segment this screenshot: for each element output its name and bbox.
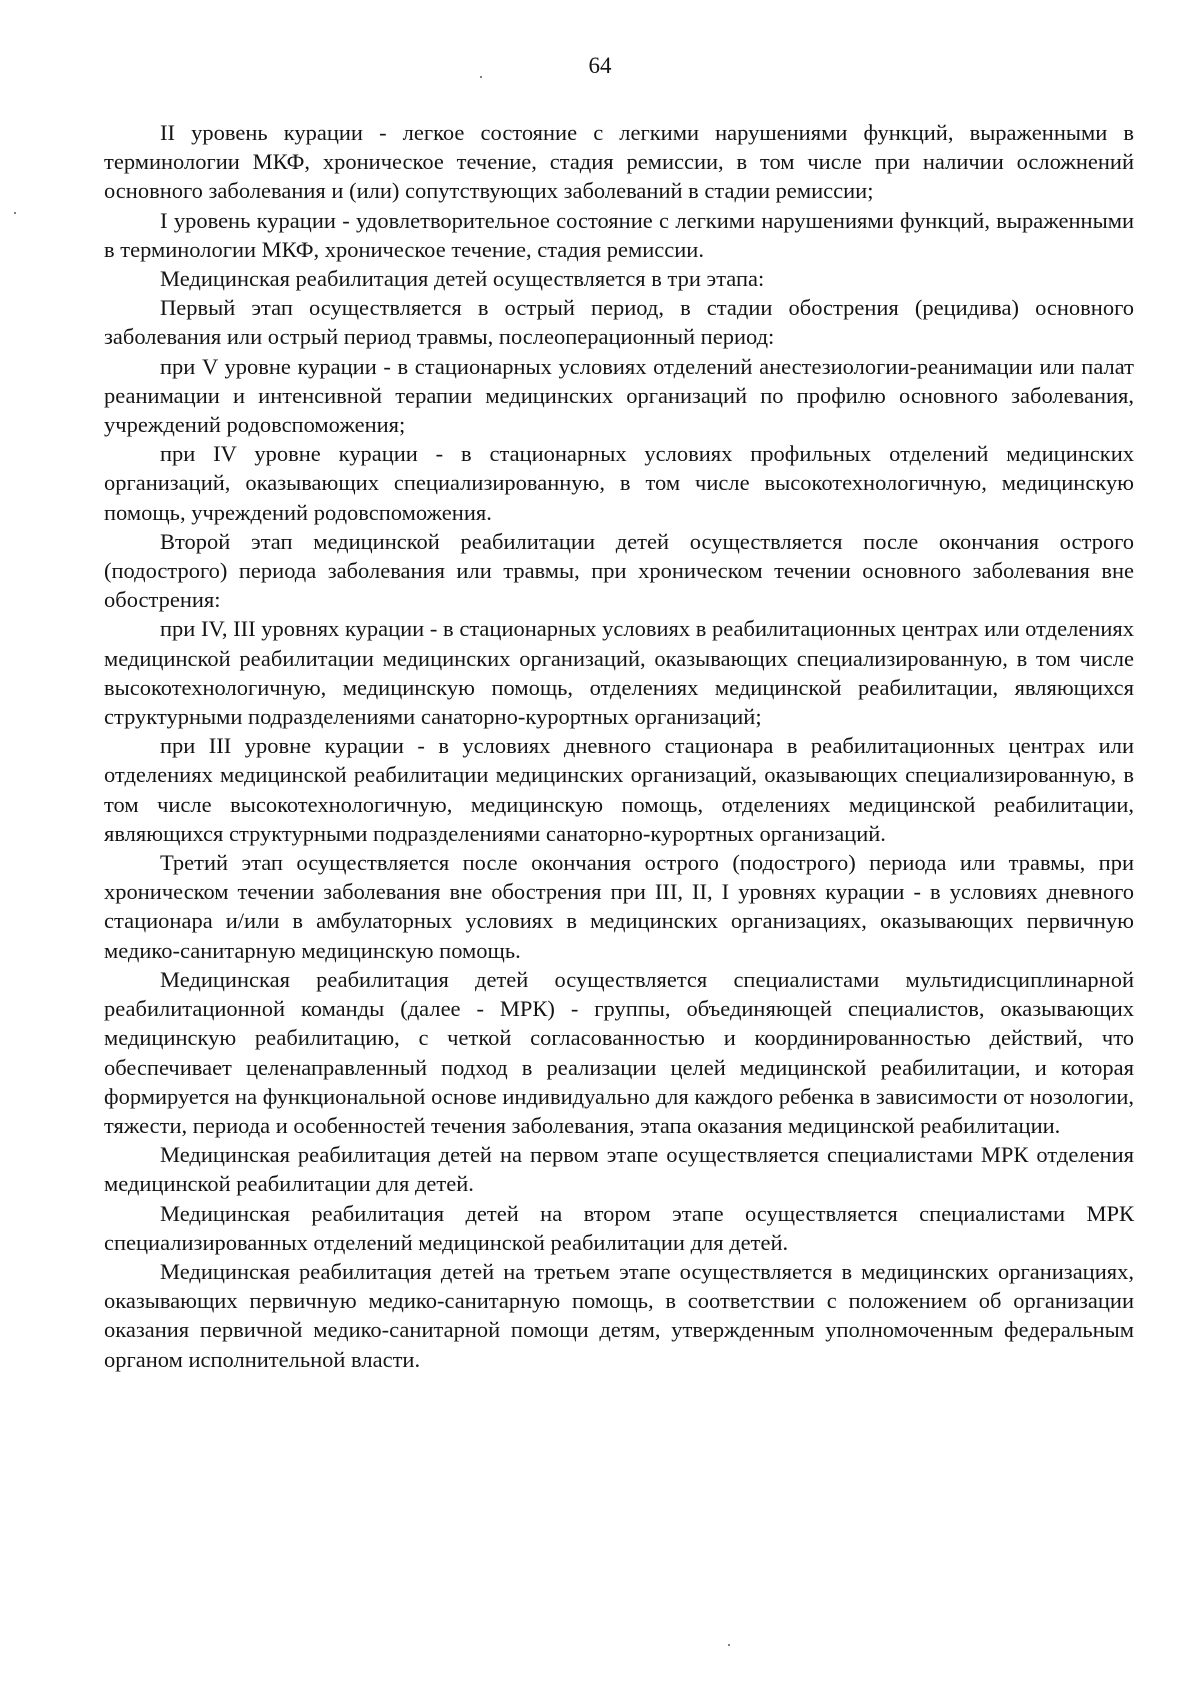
paragraph: Медицинская реабилитация детей на втором этапе осуществляется специалистами МРК специализированных отделений медицинской реабилитации для детей. xyxy=(104,1200,1134,1255)
paragraph: Медицинская реабилитация детей осуществляется специалистами мультидисциплинарной реабилитационной команды (далее - МРК) - группы, объединяющей специалистов, оказывающих медицинскую реабилитацию, с четкой согласованностью и координированностью действий, что обеспечивает целенаправленный подход в реализации целей медицинской реабилитации, и которая формируется на функциональной основе индивидуально для каждого ребенка в зависимости от нозологии, тяжести, периода и особенностей течения заболевания, этапа оказания медицинской реабилитации. xyxy=(104,966,1134,1138)
paragraph: I уровень курации - удовлетворительное состояние с легкими нарушениями функций, выраженными в терминологии МКФ, хроническое течение, стадия ремиссии. xyxy=(104,207,1134,262)
page-number: 64 xyxy=(588,53,612,78)
document-body xyxy=(104,118,1134,1374)
paragraph: при IV уровне курации - в стационарных условиях профильных отделений медицинских организаций, оказывающих специализированную, в том числе высокотехнологичную, медицинскую помощь, учреждений родовспоможения. xyxy=(104,441,1134,525)
paragraph: Первый этап осуществляется в острый период, в стадии обострения (рецидива) основного заболевания или острый период травмы, послеоперационный период: xyxy=(104,295,1134,350)
paragraph: при III уровне курации - в условиях дневного стационара в реабилитационных центрах или отделениях медицинской реабилитации медицинских организаций, оказывающих специализированную, в том числе высокотехнологичную, медицинскую помощь, отделениях медицинской реабилитации, являющихся структурными подразделениями санаторно-курортных организаций. xyxy=(104,733,1134,846)
paragraph: Медицинская реабилитация детей на третьем этапе осуществляется в медицинских организациях, оказывающих первичную медико-санитарную помощь, в соответствии с положением об организации оказания первичной медико-санитарной помощи детям, утвержденным уполномоченным федеральным органом исполнительной власти. xyxy=(104,1258,1134,1372)
paragraph: при IV, III уровнях курации - в стационарных условиях в реабилитационных центрах или отделениях медицинской реабилитации медицинских организаций, оказывающих специализированную, в том числе высокотехнологичную, медицинскую помощь, отделениях медицинской реабилитации, являющихся структурными подразделениями санаторно-курортных организаций; xyxy=(104,616,1134,730)
paragraph: II уровень курации - легкое состояние с легкими нарушениями функций, выраженными в терминологии МКФ, хроническое течение, стадия ремиссии, в том числе при наличии осложнений основного заболевания и (или) сопутствующих заболеваний в стадии ремиссии; xyxy=(104,120,1134,204)
scan-speck xyxy=(14,212,16,214)
paragraph: при V уровне курации - в стационарных условиях отделений анестезиологии-реанимации или палат реанимации и интенсивной терапии медицинских организаций по профилю основного заболевания, учреждений родовспоможения; xyxy=(104,353,1134,438)
paragraph: Медицинская реабилитация детей осуществляется в три этапа: xyxy=(160,266,765,292)
scan-speck xyxy=(480,76,482,78)
paragraph: Второй этап медицинской реабилитации детей осуществляется после окончания острого (подострого) периода заболевания или травмы, при хроническом течении основного заболевания вне обострения: xyxy=(104,528,1134,613)
scan-speck xyxy=(728,1644,730,1646)
paragraph: Третий этап осуществляется после окончания острого (подострого) периода или травмы, при хроническом течении заболевания вне обострения при III, II, I уровнях курации - в условиях дневного стационара и/или в амбулаторных условиях в медицинских организациях, оказывающих первичную медико-санитарную медицинскую помощь. xyxy=(104,850,1134,963)
paragraph: Медицинская реабилитация детей на первом этапе осуществляется специалистами МРК отделения медицинской реабилитации для детей. xyxy=(104,1142,1134,1197)
